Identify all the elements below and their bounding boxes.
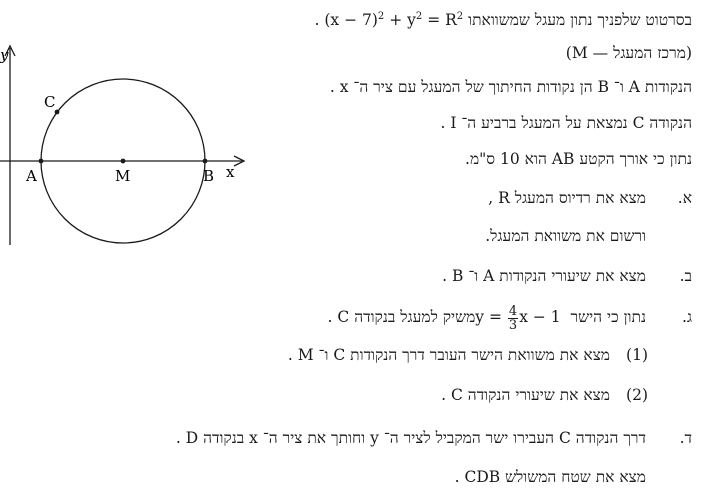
label-M: M	[115, 167, 131, 185]
item-d-label: ד.	[679, 429, 692, 447]
intro-equation: $(x - 7)^2 + y^2 = R^2$	[324, 10, 464, 29]
fraction: $\frac{4}{3}$	[508, 303, 518, 333]
item-a-line-1: מצא את רדיוס המעגל R ,	[488, 189, 646, 207]
label-B: B	[203, 167, 215, 185]
label-y: y	[0, 46, 9, 64]
point-M	[121, 159, 126, 164]
item-b-line: מצא את שיעורי הנקודות A ו־ B .	[442, 267, 646, 285]
label-C: C	[44, 93, 56, 111]
item-c-pre: נתון כי הישר	[570, 308, 646, 326]
item-c-label: ג.	[681, 308, 692, 326]
length-line: נתון כי אורך הקטע AB הוא 10 ס"מ.	[465, 150, 692, 168]
item-d-line-2: מצא את שטח המשולש CDB .	[454, 468, 646, 486]
circle-diagram	[0, 40, 260, 300]
item-c-line	[328, 300, 646, 334]
tangent-equation: y = $\frac{4}{3}$ x − 1	[475, 303, 561, 333]
item-a-line-2: ורשום את משוואת המעגל.	[485, 227, 646, 245]
sub-item-1-label: (1)	[626, 346, 648, 364]
label-x: x	[226, 163, 235, 181]
point-B	[203, 159, 208, 164]
sub-item-2-text: מצא את שיעורי הנקודה C .	[441, 386, 610, 404]
sub-item-2-label: (2)	[626, 386, 648, 404]
item-a-label: א.	[677, 189, 692, 207]
item-d-line-1: דרך הנקודה C העבירו ישר המקביל לציר ה־ y וחותך את ציר ה־ x בנקודה D .	[175, 429, 646, 447]
item-c-post: משיק למעגל בנקודה C .	[327, 308, 476, 326]
center-note: (M — מרכז המעגל)	[565, 44, 692, 62]
label-A: A	[26, 167, 37, 185]
point-c-line: הנקודה C נמצאת על המעגל ברביע ה־ I .	[440, 114, 692, 132]
intro-line: בסרטוט שלפניך נתון מעגל שמשוואתו $(x - 7)^2 + y^2 = R^2$ .	[314, 10, 692, 29]
sub-item-1-text: מצא את משוואת הישר העובר דרך הנקודות C ו־ M .	[287, 346, 610, 364]
item-b-label: ב.	[679, 267, 692, 285]
point-A	[39, 159, 44, 164]
intro-text: בסרטוט שלפניך נתון מעגל שמשוואתו	[468, 11, 692, 29]
points-ab-line: הנקודות A ו־ B הן נקודות החיתוך של המעגל עם ציר ה־ x .	[329, 78, 692, 96]
